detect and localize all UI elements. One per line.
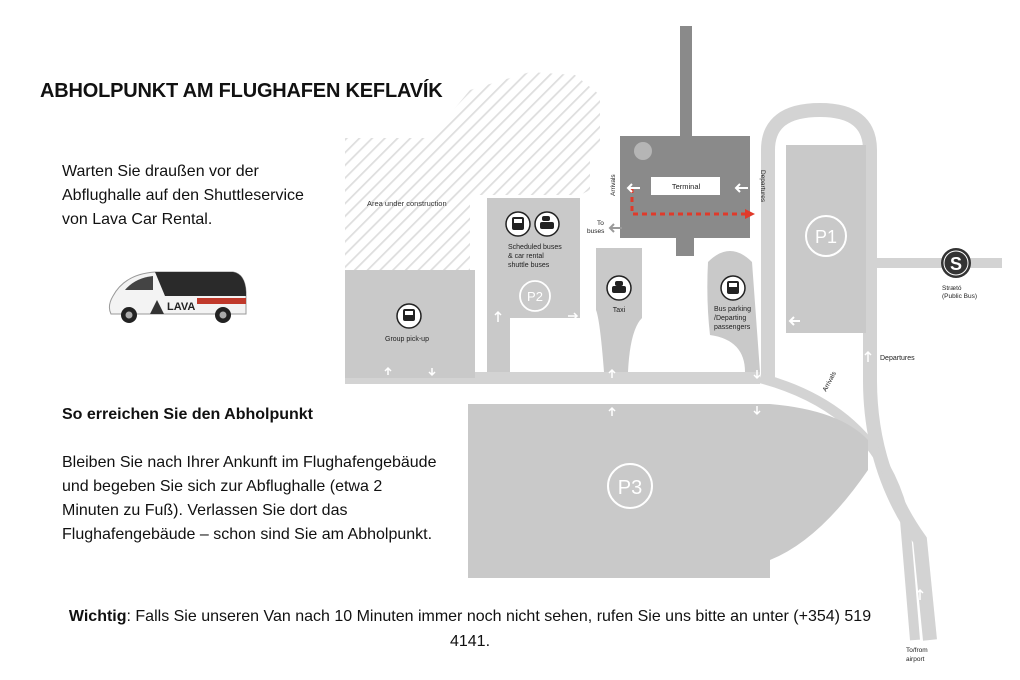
- taxi-label: Taxi: [612, 307, 626, 314]
- straeto-line1: Strætó: [942, 285, 962, 292]
- bus-parking-line1: Bus parking: [714, 306, 751, 313]
- bus-parking-icon: [721, 276, 745, 300]
- departures-road-label: Departures: [880, 355, 915, 362]
- to-buses-line1: To: [597, 220, 604, 227]
- group-pickup-bus-icon: [397, 304, 421, 328]
- departures-label: Departures: [759, 170, 766, 203]
- p3-parking: [468, 404, 868, 578]
- group-pickup-label: Group pick-up: [385, 336, 429, 343]
- bus-parking-line3: passengers: [714, 324, 751, 331]
- p3-label: P3: [617, 477, 643, 499]
- scheduled-buses-line1: Scheduled buses: [508, 244, 562, 251]
- terminal-label: Terminal: [671, 182, 701, 191]
- p1-label: P1: [814, 227, 838, 247]
- road-to-straeto: [870, 258, 1002, 268]
- taxi-icon: [607, 276, 631, 300]
- scheduled-buses-line2: & car rental: [508, 253, 544, 260]
- p2-label: P2: [527, 289, 543, 304]
- p2-area: [487, 198, 580, 372]
- car-rental-icon: [535, 212, 559, 236]
- lava-van-image: [105, 268, 250, 328]
- straeto-symbol: S: [949, 254, 963, 274]
- construction-label: Area under construction: [367, 199, 447, 208]
- terminal-dome: [634, 142, 652, 160]
- scheduled-bus-icon: [506, 212, 530, 236]
- important-note: [60, 604, 880, 654]
- page-title: ABHOLPUNKT AM FLUGHAFEN KEFLAVÍK: [40, 80, 443, 102]
- bus-parking-line2: /Departing: [714, 315, 747, 322]
- to-buses-line2: buses: [587, 228, 605, 235]
- straeto-line2: (Public Bus): [942, 293, 978, 300]
- terminal-annex: [676, 238, 694, 256]
- scheduled-buses-line3: shuttle buses: [508, 262, 550, 269]
- van-brand: LAVA: [167, 301, 196, 313]
- control-tower: [680, 26, 692, 138]
- how-to-body: Bleiben Sie nach Ihrer Ankunft im Flughafengebäude und begeben Sie sich zur Abflughalle (etwa 2 Minuten zu Fuß). Verlassen Sie dort das Flughafengebäude – schon sind Sie am Abholpunkt.: [62, 454, 437, 543]
- to-from-airport-line1: To/from: [906, 647, 928, 654]
- note-bold: Wichtig: [68, 608, 127, 625]
- intro-text: Warten Sie draußen vor der Abflughalle auf den Shuttleservice von Lava Car Rental.: [62, 163, 304, 228]
- arrivals-road-label: Arrivals: [821, 370, 838, 393]
- arrivals-label: Arrivals: [610, 174, 617, 196]
- note-text: : Falls Sie unseren Van nach 10 Minuten immer noch nicht sehen, rufen Sie uns bitte an unter (+354) 519 4141.: [126, 608, 872, 650]
- to-from-airport-line2: airport: [906, 656, 925, 663]
- how-to-heading: So erreichen Sie den Abholpunkt: [62, 406, 313, 423]
